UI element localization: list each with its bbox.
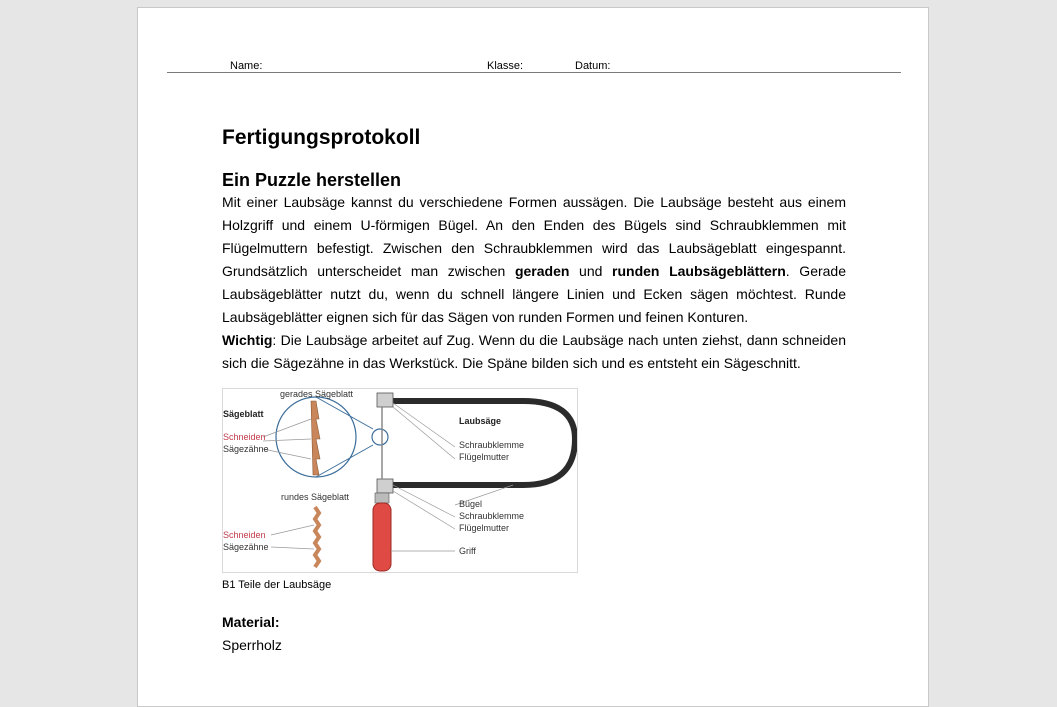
class-label: Klasse: xyxy=(487,60,524,72)
section-title: Ein Puzzle herstellen xyxy=(222,170,402,190)
clamp-top xyxy=(377,393,393,407)
document-page xyxy=(137,7,929,707)
saw-handle xyxy=(373,503,391,571)
magnifier-line xyxy=(316,445,373,477)
label-straight-blade: gerades Sägeblatt xyxy=(280,389,354,399)
label-blade: Sägeblatt xyxy=(223,409,264,419)
magnifier-line xyxy=(316,397,373,429)
label-cutting: Schneiden xyxy=(223,432,266,442)
label-nut-bottom: Flügelmutter xyxy=(459,523,510,533)
straight-blade xyxy=(311,401,320,475)
clamp-bottom xyxy=(377,479,393,493)
detail-circle xyxy=(372,429,388,445)
saw-figure xyxy=(222,388,578,573)
label-teeth-round: Sägezähne xyxy=(223,542,269,552)
label-clamp-top: Schraubklemme xyxy=(459,440,525,450)
label-saw: Laubsäge xyxy=(459,416,502,426)
name-label: Name: xyxy=(230,60,263,72)
label-clamp-bottom: Schraubklemme xyxy=(459,511,525,521)
material-value: Sperrholz xyxy=(222,637,282,653)
important-paragraph: Wichtig: Die Laubsäge arbeitet auf Zug. Wenn du die Laubsäge nach unten ziehst, dann schneiden sich die Sägezähne in das Werkstück. Die Späne bilden sich und es entsteht ein Sägeschnitt. xyxy=(222,332,846,371)
figure-caption: B1 Teile der Laubsäge xyxy=(222,579,332,591)
label-frame: Bügel xyxy=(459,499,483,509)
intro-paragraph: Mit einer Laubsäge kannst du verschiedene Formen aussägen. Die Laubsäge besteht aus einem Holzgriff und einem U-förmigen Bügel. An den Enden des Bügels sind Schraubklemmen mit Flügelmuttern befestigt. Zwischen den Schraubklemmen wird das Laubsägeblatt eingespannt. Grundsätzlich unterscheidet man zwischen geraden und runden Laubsägeblättern. Gerade Laubsägeblätter nutzt du, wenn du schnell längere Linien und Ecken sägen möchtest. Runde Laubsägeblätter eignen sich für das Sägen von runden Formen und feinen Konturen. xyxy=(222,194,847,325)
fretsaw-illustration xyxy=(223,389,577,572)
label-round-blade: rundes Sägeblatt xyxy=(281,492,350,502)
material-heading: Material: xyxy=(222,614,280,630)
document-body xyxy=(222,125,846,654)
label-teeth: Sägezähne xyxy=(223,444,269,454)
label-nut-top: Flügelmutter xyxy=(459,452,510,462)
page-header xyxy=(167,60,901,73)
round-blade xyxy=(315,507,319,567)
label-cutting-round: Schneiden xyxy=(223,530,266,540)
page-title: Fertigungsprotokoll xyxy=(222,126,421,149)
label-handle: Griff xyxy=(459,546,476,556)
date-label: Datum: xyxy=(575,60,611,72)
